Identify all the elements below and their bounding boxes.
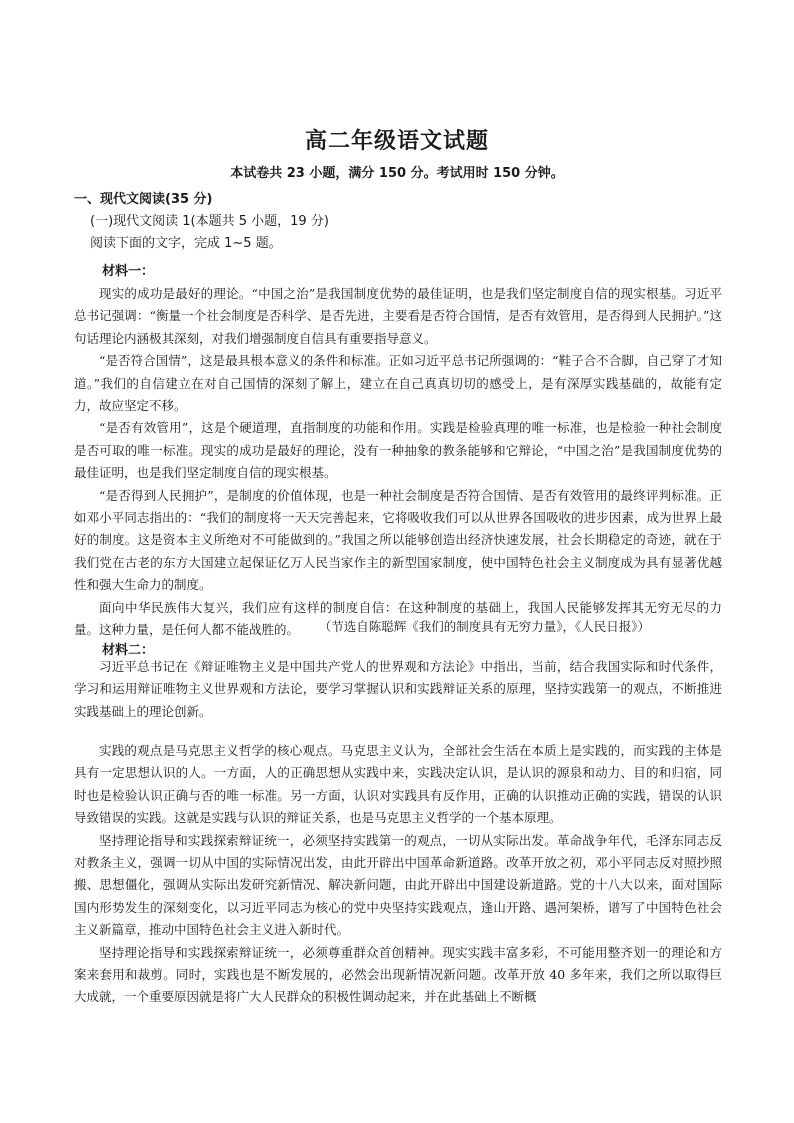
material-2-body [74,740,722,1009]
material-1-heading: 材料一： [102,264,155,279]
material-2-paragraph: 坚持理论指导和实践探索辩证统一，必须坚持实践第一的观点，一切从实际出发。革命战争年代，毛泽东同志反对教条主义，强调一切从中国的实际情况出发，由此开辟出中国革命新道路。改革开放之初，邓小平同志反对照抄照搬、思想僵化，强调从实际出发研究新情况、解决新问题，由此开辟出中国建设新道路。党的十八大以来，面对国际国内形势发生的深刻变化，以习近平同志为核心的党中央坚持实践观点，逢山开路、遇河架桥，谱写了中国特色社会主义新篇章，推动中国特色社会主义进入新时代。 [74,832,722,938]
material-2-intro [74,656,722,723]
material-1-paragraph: 面向中华民族伟大复兴，我们应有这样的制度自信：在这种制度的基础上，我国人民能够发挥其无穷无尽的力量。这种力量，是任何人都不能战胜的。 [74,599,722,638]
material-2-paragraph: 实践的观点是马克思主义哲学的核心观点。马克思主义认为，全部社会生活在本质上是实践的，而实践的主体是具有一定思想认识的人。一方面，人的正确思想从实践中来，实践决定认识，是认识的源泉和动力、目的和归宿，同时也是检验认识正确与否的唯一标准。另一方面，认识对实践具有反作用，正确的认识推动正确的实践，错误的认识导致错误的实践。这就是实践与认识的辩证关系，也是马克思主义哲学的一个基本原理。 [74,743,722,826]
material-1-paragraph: “是否符合国情”，这是最具根本意义的条件和标准。正如习近平总书记所强调的：“鞋子合不合脚，自己穿了才知道。”我们的自信建立在对自己国情的深刻了解上，建立在自己真真切切的感受上，是有深厚实践基础的，故能有定力，故应坚定不移。 [74,353,722,414]
exam-info: 本试卷共 23 小题，满分 150 分。考试用时 150 分钟。 [230,166,564,181]
material-2-paragraph: 习近平总书记在《辩证唯物主义是中国共产党人的世界观和方法论》中指出，当前，结合我国实际和时代条件，学习和运用辩证唯物主义世界观和方法论，要学习掌握认识和实践辩证关系的原理，坚持实践第一的观点，不断推进实践基础上的理论创新。 [74,659,722,719]
material-2-heading: 材料二： [102,643,155,658]
material-1-paragraph: 现实的成功是最好的理论。“中国之治”是我国制度优势的最佳证明，也是我们坚定制度自信的现实根基。习近平总书记强调：“衡量一个社会制度是否科学、是否先进，主要看是否符合国情，是否有效管用，是否得到人民拥护。”这句话理论内涵极其深刻，对我们增强制度自信具有重要指导意义。 [74,286,722,346]
material-1-paragraph: “是否得到人民拥护”，是制度的价值体现，也是一种社会制度是否符合国情、是否有效管用的最终评判标准。正如邓小平同志指出的：“我们的制度将一天天完善起来，它将吸收我们可以从世界各国吸收的进步因素，成为世界上最好的制度。这是资本主义所绝对不可能做到的。”我国之所以能够创造出经济快速发展，社会长期稳定的奇迹，就在于我们党在古老的东方大国建立起保证亿万人民当家作主的新型国家制度，使中国特色社会主义制度成为具有显著优越性和强大生命力的制度。 [74,487,722,593]
material-1-body [74,283,722,642]
page-title: 高二年级语文试题 [304,129,489,154]
material-1-source: （节选自陈聪辉《我们的制度具有无穷力量》，《人民日报》） [318,619,650,634]
reading-instruction: 阅读下面的文字，完成 1~5 题。 [90,236,282,251]
section-title: 一、现代文阅读(35 分) [74,192,213,207]
material-1-paragraph: “是否有效管用”，这是个硬道理，直指制度的功能和作用。实践是检验真理的唯一标准，也是检验一种社会制度是否可取的唯一标准。现实的成功是最好的理论，没有一种抽象的教条能够和它辩论，“中国之治”是我国制度优势的最佳证明，也是我们坚定制度自信的现实根基。 [74,420,722,481]
sub-section-title: (一)现代文阅读 1(本题共 5 小题，19 分) [90,214,329,229]
material-2-paragraph: 坚持理论指导和实践探索辩证统一，必须尊重群众首创精神。现实实践丰富多彩，不可能用整齐划一的理论和方案来套用和裁剪。同时，实践也是不断发展的，必然会出现新情况新问题。改革开放 40 多年来，我们之所以取得巨大成就，一个重要原因就是将广大人民群众的积极性调动起来，并在此基础上不断概 [74,944,722,1005]
